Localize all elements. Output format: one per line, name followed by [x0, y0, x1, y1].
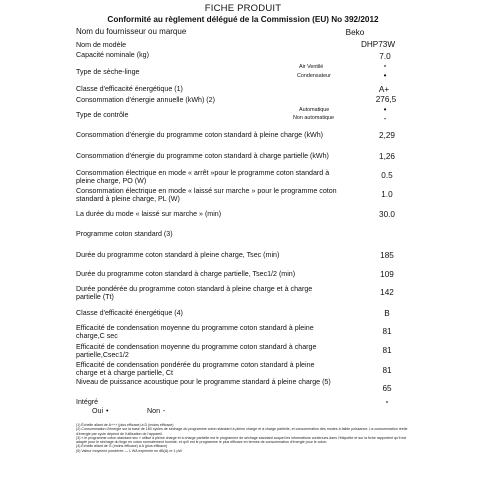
- partial-load-duration-value: 109: [380, 270, 394, 279]
- capacity-label: Capacité nominale (kg): [76, 51, 149, 59]
- dryer-type-label: Type de sèche-linge: [76, 68, 140, 76]
- off-mode-label: Consommation électrique en mode « arrêt »pour le programme coton standard à pleine charge, PO (W): [76, 169, 330, 186]
- dryer-type-option-condenser: Condensateur: [297, 73, 331, 79]
- dryer-type-condenser-mark: •: [383, 71, 387, 80]
- condensation-weighted-label: Efficacité de condensation pondérée du programme coton standard à pleine charge et à charge partielle, Ct: [76, 361, 315, 378]
- integrated-no-label: Non: [147, 407, 161, 415]
- footnotes: [76, 423, 416, 453]
- full-load-energy-label: Consommation d'énergie du programme coton standard à pleine charge (kWh): [76, 131, 324, 139]
- condensation-class-value: B: [384, 309, 390, 318]
- condensation-class-label: Classe d'efficacité énergétique (4): [76, 309, 183, 317]
- control-type-label: Type de contrôle: [76, 111, 129, 119]
- noise-level-value: 65: [382, 384, 392, 393]
- standard-program-label: Programme coton standard (3): [76, 230, 173, 238]
- full-load-duration-value: 185: [380, 251, 394, 260]
- noise-level-label: Niveau de puissance acoustique pour le programme standard à pleine charge (5): [76, 378, 331, 386]
- dryer-type-option-air-vented: Air Ventilé: [299, 64, 324, 70]
- left-on-mode-label: Consommation électrique en mode « laissé sur marche » pour le programme coton standard à pleine charge, PL (W): [76, 187, 337, 204]
- supplier-value: Beko: [345, 28, 365, 37]
- partial-load-energy-value: 1,26: [379, 152, 395, 161]
- page-subtitle: Conformité au règlement délégué de la Commission (EU) No 392/2012: [107, 15, 379, 24]
- left-on-mode-value: 1.0: [381, 190, 393, 199]
- integrated-yes-mark: •: [106, 407, 109, 415]
- control-option-non-automatic: Non automatique: [293, 115, 335, 121]
- control-non-automatic-mark: -: [383, 114, 387, 123]
- integrated-value: -: [385, 397, 389, 406]
- footnote-2: (2) Consommation d'énergie sur la base de 160 cycles de séchage du programme coton standard à pleine charge et à charge partielle, et consommation des modes à faible puissance. La consommation réelle d'énergie par cycle dépend de l'utilisation de l'appareil.: [76, 427, 408, 436]
- condensation-full-label: Efficacité de condensation moyenne du programme coton standard à pleine charge,C sec: [76, 324, 314, 341]
- energy-class-label: Classe d'efficacité énergétique (1): [76, 85, 183, 93]
- left-on-duration-label: La durée du mode « laissé sur marche » (min): [76, 210, 222, 218]
- model-label: Nom de modèle: [76, 41, 127, 49]
- control-option-automatic: Automatique: [299, 107, 330, 113]
- integrated-label: Intégré: [76, 398, 99, 406]
- weighted-duration-value: 142: [380, 288, 394, 297]
- annual-consumption-value: 276,5: [375, 95, 397, 104]
- supplier-label: Nom du fournisseur ou marque: [76, 27, 187, 36]
- left-on-duration-value: 30.0: [379, 210, 395, 219]
- condensation-partial-label: Efficacité de condensation moyenne du programme coton standard à charge partielle,Csec1/2: [76, 343, 317, 360]
- dryer-type-air-vented-mark: -: [383, 61, 387, 70]
- footnote-5: (5) Valeur moyenne pondérée — L WA exprimée en dB(A) re 1 pW: [76, 448, 182, 453]
- condensation-weighted-value: 81: [382, 366, 392, 375]
- energy-class-value: A+: [378, 85, 390, 94]
- footnote-1: (1) Échelle allant de A+++ (plus efficace) à D (moins efficace): [76, 423, 174, 427]
- control-automatic-mark: •: [383, 105, 387, 114]
- capacity-value: 7.0: [379, 52, 391, 61]
- footnote-3: (3) « le programme coton standard sec » utilisé à pleine charge et à charge partielle est le programme de séchage standard auquel les informations contenues dans l'étiquette et sur la fiche rapportent qu'il est adapté pour le séchage du linge en coton normalement humide, et qu'il est le programme le plus efficace en termes de consommation d'énergie pour le coton.: [76, 435, 407, 445]
- footnote-4: (4) Échelle allant de G (moins efficace) à A (plus efficace): [76, 444, 168, 449]
- condensation-full-value: 81: [382, 327, 392, 336]
- condensation-partial-value: 81: [382, 346, 392, 355]
- partial-load-energy-label: Consommation d'énergie du programme coton standard à charge partielle (kWh): [76, 152, 329, 160]
- page-title: FICHE PRODUIT: [204, 3, 282, 14]
- off-mode-value: 0.5: [381, 171, 393, 180]
- integrated-yes-label: Oui: [92, 407, 104, 415]
- full-load-energy-value: 2,29: [379, 131, 395, 140]
- full-load-duration-label: Durée du programme coton standard à pleine charge, Tsec (min): [76, 251, 280, 259]
- integrated-no-mark: -: [163, 407, 166, 415]
- annual-consumption-label: Consommation d'énergie annuelle (kWh) (2): [76, 96, 215, 104]
- weighted-duration-label: Durée pondérée du programme coton standard à pleine charge et à charge partielle (Tt): [76, 285, 313, 302]
- model-value: DHP73W: [360, 40, 396, 49]
- partial-load-duration-label: Durée du programme coton standard à charge partielle, Tsec1/2 (min): [76, 270, 296, 278]
